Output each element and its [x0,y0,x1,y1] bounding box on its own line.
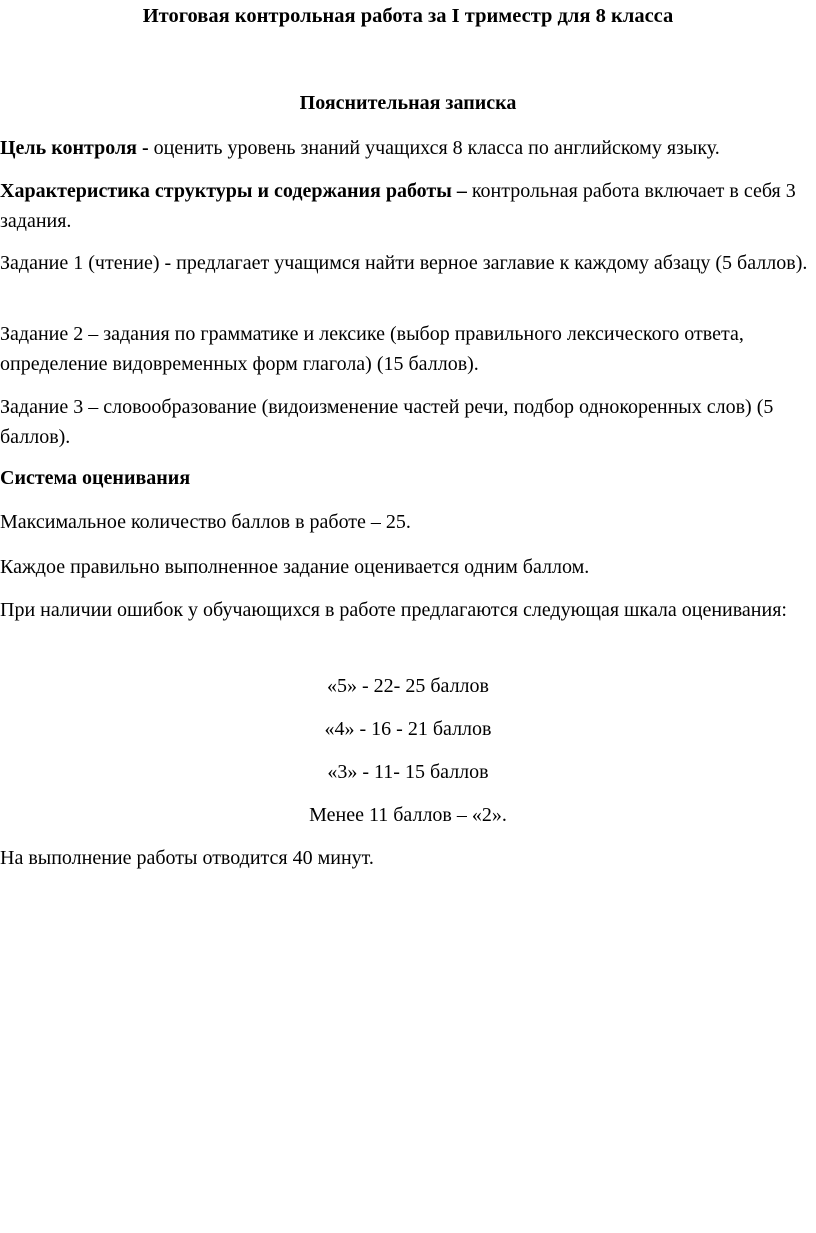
goal-text: оценить уровень знаний учащихся 8 класса по английскому языку. [153,137,720,159]
goal-paragraph [0,133,808,163]
structure-paragraph [0,176,808,236]
task-3-paragraph: Задание 3 – словообразование (видоизменение частей речи, подбор однокоренных слов) (5 баллов). [0,396,774,448]
goal-label: Цель контроля - [0,137,154,159]
explanatory-note-heading: Пояснительная записка [299,92,517,114]
each-task-paragraph: Каждое правильно выполненное задание оценивается одним баллом. [0,556,590,578]
document-title: Итоговая контрольная работа за I триместр для 8 класса [142,5,674,27]
structure-text: контрольная работа включает в себя 3 задания. [0,180,796,232]
grading-heading: Система оценивания [0,467,191,489]
time-paragraph: На выполнение работы отводится 40 минут. [0,847,374,869]
structure-label: Характеристика структуры и содержания работы – [0,180,472,202]
scale-line-2: Менее 11 баллов – «2». [309,804,507,826]
scale-line-3: «3» - 11- 15 баллов [327,761,489,783]
scale-line-5: «5» - 22- 25 баллов [327,675,489,697]
task-1-paragraph: Задание 1 (чтение) - предлагает учащимся найти верное заглавие к каждому абзацу (5 баллов). [0,252,808,274]
task-2-paragraph: Задание 2 – задания по грамматике и лексике (выбор правильного лексического ответа, определение видовременных форм глагола) (15 баллов). [0,323,744,375]
max-points-paragraph: Максимальное количество баллов в работе – 25. [0,511,411,533]
scale-intro-paragraph: При наличии ошибок у обучающихся в работе предлагаются следующая шкала оценивания: [0,599,787,621]
scale-line-4: «4» - 16 - 21 баллов [324,718,492,740]
